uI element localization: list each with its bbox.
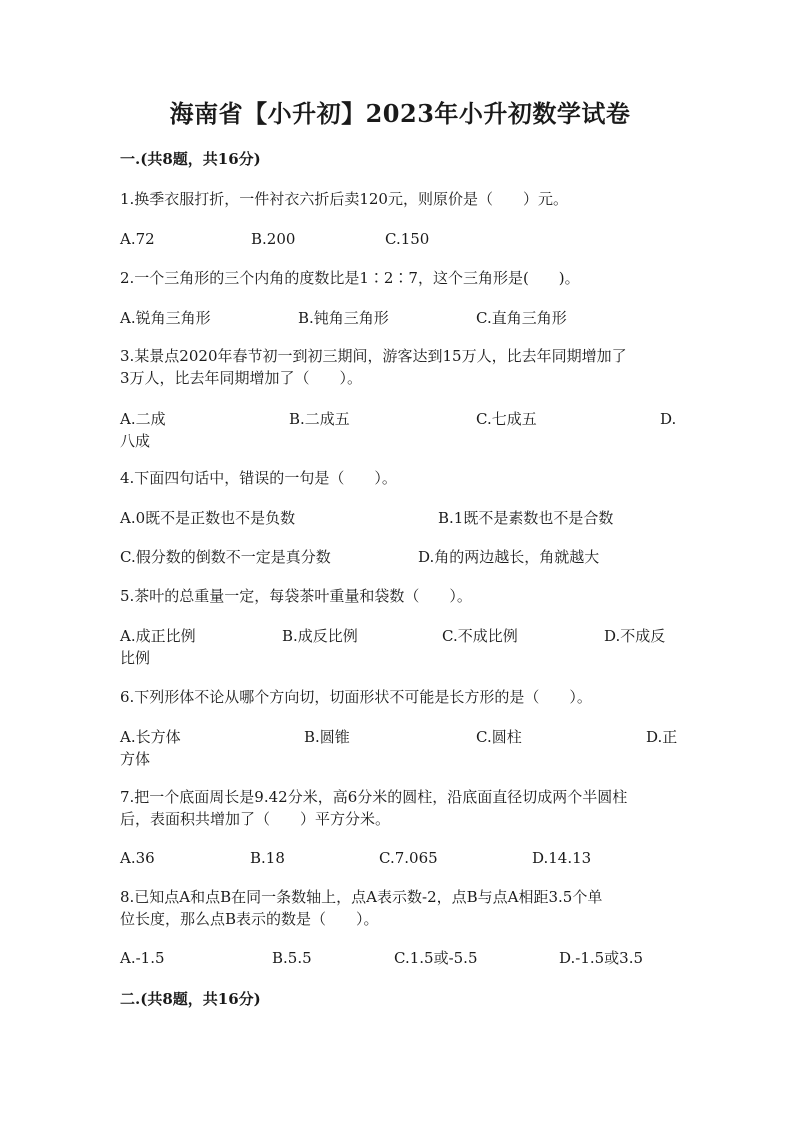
question-1: 1.换季衣服打折，一件衬衣六折后卖120元，则原价是（ ）元。	[120, 190, 568, 208]
question-3-line-2: 3万人，比去年同期增加了（ ）。	[120, 369, 363, 387]
q6-option-a: A.长方体	[120, 728, 181, 746]
q4-option-a: A.0既不是正数也不是负数	[120, 509, 296, 527]
q5-option-c: C.不成比例	[442, 627, 518, 645]
q1-option-c: C.150	[385, 230, 430, 248]
question-4: 4.下面四句话中，错误的一句是（ ）。	[120, 469, 397, 487]
q2-option-b: B.钝角三角形	[298, 309, 389, 327]
q6-option-b: B.圆锥	[304, 728, 350, 746]
question-3-line-1: 3.某景点2020年春节初一到初三期间，游客达到15万人，比去年同期增加了	[120, 347, 627, 365]
question-2: 2.一个三角形的三个内角的度数比是1∶2∶7，这个三角形是( )。	[120, 269, 580, 287]
question-5: 5.茶叶的总重量一定，每袋茶叶重量和袋数（ ）。	[120, 587, 472, 605]
q3-option-d-wrap: 八成	[120, 432, 151, 450]
exam-title: 海南省【小升初】2023年小升初数学试卷	[169, 99, 631, 128]
q7-option-c: C.7.065	[379, 849, 438, 867]
q3-option-d: D.	[660, 410, 677, 428]
q8-option-a: A.-1.5	[120, 949, 165, 967]
q7-option-a: A.36	[120, 849, 155, 867]
q4-option-c: C.假分数的倒数不一定是真分数	[120, 548, 331, 566]
section-heading-2: 二.(共8题，共16分)	[120, 990, 261, 1008]
q6-option-c: C.圆柱	[476, 728, 522, 746]
q6-option-d-wrap: 方体	[120, 750, 151, 768]
q1-option-b: B.200	[251, 230, 296, 248]
q8-option-c: C.1.5或-5.5	[394, 949, 478, 967]
q3-option-c: C.七成五	[476, 410, 537, 428]
section-heading-1: 一.(共8题，共16分)	[120, 150, 261, 168]
q5-option-b: B.成反比例	[282, 627, 358, 645]
q8-option-d: D.-1.5或3.5	[559, 949, 644, 967]
question-7-line-1: 7.把一个底面周长是9.42分米，高6分米的圆柱，沿底面直径切成两个半圆柱	[120, 788, 628, 806]
q4-option-b: B.1既不是素数也不是合数	[438, 509, 614, 527]
q3-option-a: A.二成	[120, 410, 166, 428]
q5-option-d-wrap: 比例	[120, 649, 151, 667]
q6-option-d: D.正	[646, 728, 678, 746]
question-8-line-2: 位长度，那么点B表示的数是（ ）。	[120, 910, 379, 928]
q5-option-a: A.成正比例	[120, 627, 196, 645]
q2-option-c: C.直角三角形	[476, 309, 567, 327]
q1-option-a: A.72	[120, 230, 155, 248]
q7-option-d: D.14.13	[532, 849, 592, 867]
q8-option-b: B.5.5	[272, 949, 312, 967]
q5-option-d: D.不成反	[604, 627, 666, 645]
q7-option-b: B.18	[250, 849, 285, 867]
question-8-line-1: 8.已知点A和点B在同一条数轴上，点A表示数-2，点B与点A相距3.5个单	[120, 888, 603, 906]
question-7-line-2: 后，表面积共增加了（ ）平方分米。	[120, 810, 391, 828]
question-6: 6.下列形体不论从哪个方向切，切面形状不可能是长方形的是（ ）。	[120, 688, 592, 706]
q2-option-a: A.锐角三角形	[120, 309, 211, 327]
q4-option-d: D.角的两边越长，角就越大	[418, 548, 600, 566]
q3-option-b: B.二成五	[289, 410, 350, 428]
